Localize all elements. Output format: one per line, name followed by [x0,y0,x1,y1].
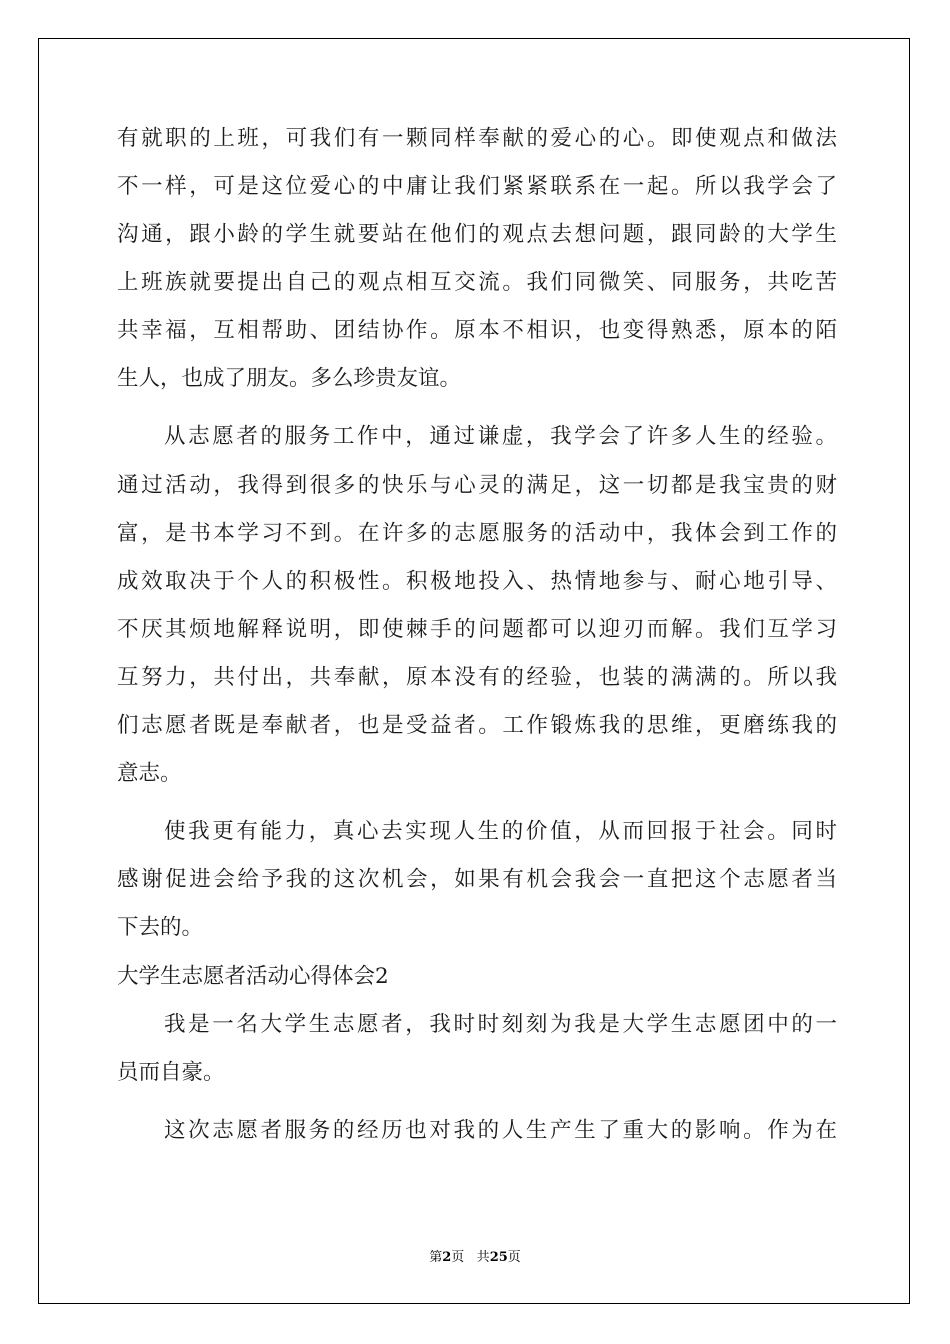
text-line: 不一样，可是这位爱心的中庸让我们紧紧联系在一起。所以我学会了 [117,174,837,199]
text-line: 意志。 [117,761,182,786]
text-line: 下去的。 [117,915,204,940]
text-line: 这次志愿者服务的经历也对我的人生产生了重大的影响。作为在 [164,1118,837,1143]
total-prefix: 共 [476,1250,490,1265]
text-line: 富，是书本学习不到。在许多的志愿服务的活动中，我体会到工作的 [117,521,837,546]
page-number: 2 [442,1250,452,1265]
text-line: 从志愿者的服务工作中，通过谦虚，我学会了许多人生的经验。 [164,424,837,449]
page-suffix: 页 [451,1250,465,1265]
page-footer [0,1246,950,1265]
text-line: 我是一名大学生志愿者，我时时刻刻为我是大学生志愿团中的一 [164,1012,837,1037]
total-suffix: 页 [507,1250,521,1265]
page-total: 25 [489,1250,508,1265]
section-heading: 大学生志愿者活动心得体会2 [117,964,389,989]
text-line: 员而自豪。 [117,1060,225,1085]
text-line: 使我更有能力，真心去实现人生的价值，从而回报于社会。同时 [164,819,837,844]
text-line: 上班族就要提出自己的观点相互交流。我们同微笑、同服务，共吃苦 [117,270,837,295]
text-line: 成效取决于个人的积极性。积极地投入、热情地参与、耐心地引导、 [117,569,837,594]
text-line: 有就职的上班，可我们有一颗同样奉献的爱心的心。即使观点和做法 [117,126,837,151]
text-line: 们志愿者既是奉献者，也是受益者。工作锻炼我的思维，更磨练我的 [117,713,837,738]
text-line: 通过活动，我得到很多的快乐与心灵的满足，这一切都是我宝贵的财 [117,473,837,498]
page-prefix: 第 [429,1250,443,1265]
text-line: 感谢促进会给予我的这次机会，如果有机会我会一直把这个志愿者当 [117,867,837,892]
text-line: 沟通，跟小龄的学生就要站在他们的观点去想问题，跟同龄的大学生 [117,222,837,247]
text-line: 不厌其烦地解释说明，即使棘手的问题都可以迎刃而解。我们互学习 [117,617,837,642]
text-line: 生人，也成了朋友。多么珍贵友谊。 [117,366,462,391]
text-line: 共幸福，互相帮助、团结协作。原本不相识，也变得熟悉，原本的陌 [117,318,837,343]
text-line: 互努力，共付出，共奉献，原本没有的经验，也装的满满的。所以我 [117,665,837,690]
